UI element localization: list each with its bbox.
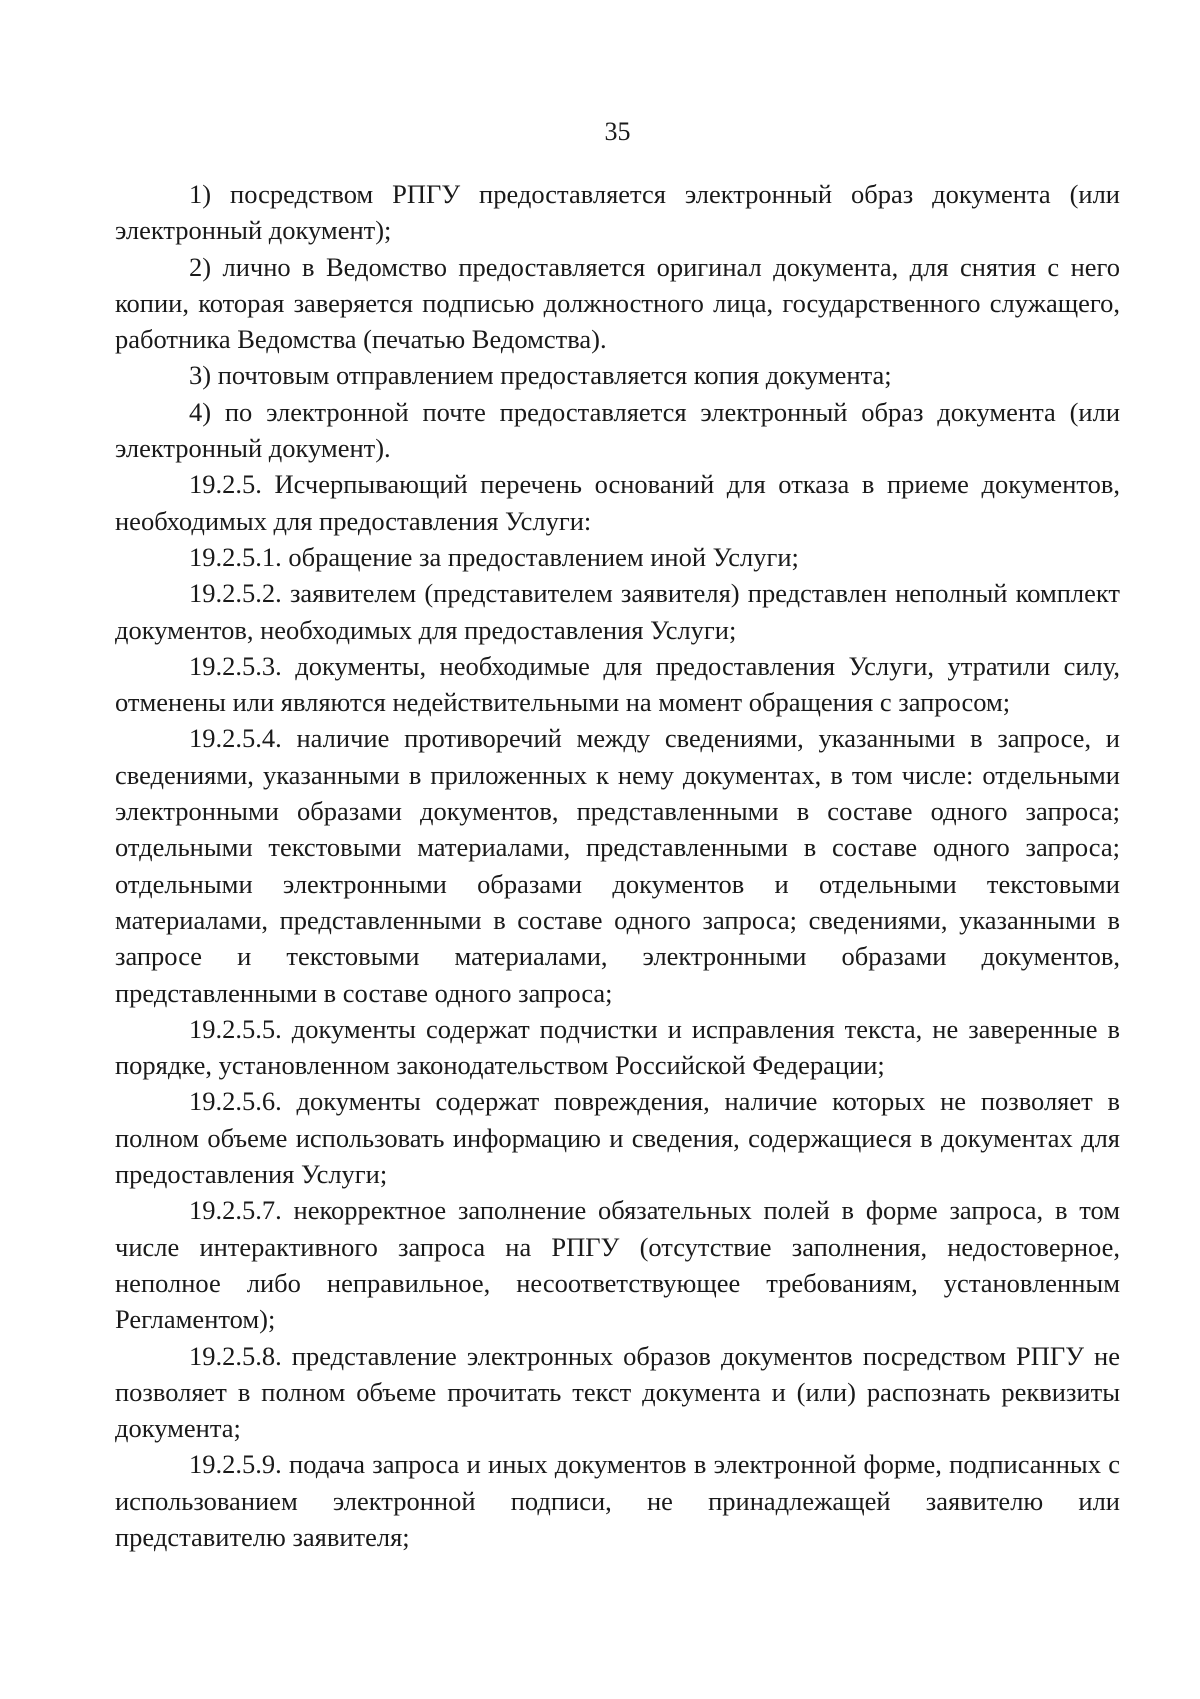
paragraph-19-2-5-6: 19.2.5.6. документы содержат повреждения, наличие которых не позволяет в полном объеме использовать информацию и сведения, содержащиеся в документах для предоставления Услуги; — [115, 1086, 1120, 1190]
paragraph-19-2-5-8: 19.2.5.8. представление электронных образов документов посредством РПГУ не позволяет в полном объеме прочитать текст документа и (или) распознать реквизиты документа; — [115, 1340, 1120, 1444]
page-number: 35 — [604, 117, 631, 146]
paragraph-19-2-5-2: 19.2.5.2. заявителем (представителем заявителя) представлен неполный комплект документов, необходимых для предоставления Услуги; — [115, 578, 1120, 645]
paragraph-item-2: 2) лично в Ведомство предоставляется оригинал документа, для снятия с него копии, которая заверяется подписью должностного лица, государственного служащего, работника Ведомства (печатью Ведомства). — [115, 251, 1120, 355]
paragraph-item-4: 4) по электронной почте предоставляется электронный образ документа (или электронный документ). — [115, 396, 1120, 464]
document-body — [115, 176, 1120, 1555]
paragraph-19-2-5-1: 19.2.5.1. обращение за предоставлением иной Услуги; — [189, 541, 799, 572]
paragraph-19-2-5-5: 19.2.5.5. документы содержат подчистки и исправления текста, не заверенные в порядке, установленном законодательством Российской Федерации; — [115, 1013, 1120, 1081]
paragraph-19-2-5: 19.2.5. Исчерпывающий перечень оснований для отказа в приеме документов, необходимых для предоставления Услуги: — [115, 469, 1120, 536]
paragraph-item-1: 1) посредством РПГУ предоставляется электронный образ документа (или электронный документ); — [115, 179, 1120, 246]
paragraph-19-2-5-4: 19.2.5.4. наличие противоречий между сведениями, указанными в запросе, и сведениями, указанными в приложенных к нему документах, в том числе: отдельными электронными образами документов, представленными в составе одного запроса; отдельными текстовыми материалами, представленными в составе одного запроса; отдельными электронными образами документов и отдельными текстовыми материалами, представленными в составе одного запроса; сведениями, указанными в запросе и текстовыми материалами, электронными образами документов, представленными в составе одного запроса; — [115, 723, 1120, 1008]
paragraph-19-2-5-7: 19.2.5.7. некорректное заполнение обязательных полей в форме запроса, в том числе интерактивного запроса на РПГУ (отсутствие заполнения, недостоверное, неполное либо неправильное, несоответствующее требованиям, установленным Регламентом); — [115, 1195, 1120, 1335]
paragraph-item-3: 3) почтовым отправлением предоставляется копия документа; — [189, 360, 892, 391]
paragraph-19-2-5-3: 19.2.5.3. документы, необходимые для предоставления Услуги, утратили силу, отменены или являются недействительными на момент обращения с запросом; — [115, 650, 1120, 718]
paragraph-19-2-5-9: 19.2.5.9. подача запроса и иных документов в электронной форме, подписанных с использованием электронной подписи, не принадлежащей заявителю или представителю заявителя; — [115, 1449, 1120, 1552]
